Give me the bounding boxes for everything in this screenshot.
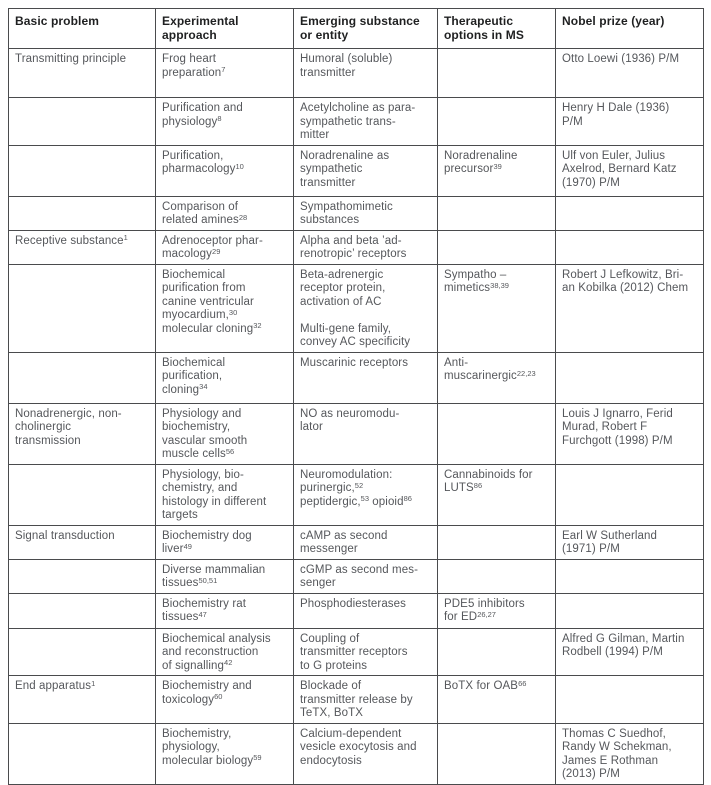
table-cell: [9, 723, 156, 784]
table-cell: Otto Loewi (1936) P/M: [556, 49, 704, 98]
table-row: [9, 464, 704, 525]
table-cell: [438, 723, 556, 784]
table-cell: Henry H Dale (1936) P/M: [556, 98, 704, 146]
table-cell: Anti- muscarinergic$^{22,23}$: [438, 352, 556, 403]
table-cell: PDE5 inhibitors for ED$^{26,27}$: [438, 593, 556, 628]
table-cell: Biochemical purification from canine ventricular myocardium,$^{30}$ molecular cloning$^{32}$: [156, 264, 294, 352]
table-cell: Acetylcholine as para- sympathetic trans- mitter: [294, 98, 438, 146]
reference-superscript: 28: [238, 212, 248, 222]
table-row: [9, 98, 704, 146]
reference-superscript: 30: [228, 307, 238, 317]
reference-superscript: 29: [212, 246, 221, 256]
reference-superscript: 38,39: [490, 280, 509, 290]
table-cell: Signal transduction: [9, 525, 156, 559]
reference-superscript: 86: [403, 494, 412, 504]
column-header-basic-problem: Basic problem: [9, 9, 156, 49]
table-cell: Adrenoceptor phar- macology$^{29}$: [156, 230, 294, 264]
table-cell: Muscarinic receptors: [294, 352, 438, 403]
table-cell: cGMP as second mes- senger: [294, 559, 438, 593]
table-cell: Beta-adrenergic receptor protein, activation of AC Multi-gene family, convey AC specificity: [294, 264, 438, 352]
reference-superscript: 26,27: [477, 609, 496, 619]
reference-superscript: 50,51: [198, 575, 218, 585]
table-cell: [556, 676, 704, 724]
table-body: [9, 49, 704, 785]
table-cell: [9, 145, 156, 196]
table-cell: [438, 559, 556, 593]
reference-superscript: 49: [183, 541, 192, 551]
table-cell: Cannabinoids for LUTS$^{86}$: [438, 464, 556, 525]
table-cell: [556, 196, 704, 230]
table-cell: [9, 464, 156, 525]
table-cell: [556, 352, 704, 403]
reference-superscript: 47: [198, 609, 207, 619]
table-cell: [438, 525, 556, 559]
column-header-emerging-substance-or-entity: Emerging substance or entity: [294, 9, 438, 49]
reference-superscript: 53: [360, 494, 369, 504]
column-header-therapeutic-options-in-ms: Therapeutic options in MS: [438, 9, 556, 49]
table-row: [9, 525, 704, 559]
table-row: [9, 559, 704, 593]
table-cell: Earl W Sutherland (1971) P/M: [556, 525, 704, 559]
table-cell: [438, 49, 556, 98]
table-cell: cAMP as second messenger: [294, 525, 438, 559]
reference-superscript: 10: [235, 161, 244, 171]
table-cell: Frog heart preparation$^7$: [156, 49, 294, 98]
table-row: [9, 593, 704, 628]
table-cell: [9, 264, 156, 352]
table-cell: [9, 593, 156, 628]
table-cell: Biochemistry and toxicology$^{60}$: [156, 676, 294, 724]
table-cell: [556, 593, 704, 628]
table-cell: [438, 230, 556, 264]
table-cell: Alpha and beta ’ad- renotropic’ receptors: [294, 230, 438, 264]
reference-superscript: 32: [253, 321, 262, 331]
table-cell: Receptive substance$^1$: [9, 230, 156, 264]
reference-superscript: 34: [199, 382, 208, 392]
table-cell: Biochemistry rat tissues$^{47}$: [156, 593, 294, 628]
table-row: [9, 196, 704, 230]
table-cell: Biochemical analysis and reconstruction of signalling$^{42}$: [156, 628, 294, 676]
table-cell: Comparison of related amines$^{28}$: [156, 196, 294, 230]
table-cell: Biochemical purification, cloning$^{34}$: [156, 352, 294, 403]
table-row: [9, 49, 704, 98]
table-cell: [438, 628, 556, 676]
table-cell: [9, 196, 156, 230]
table-cell: Purification, pharmacology$^{10}$: [156, 145, 294, 196]
table-row: [9, 230, 704, 264]
table-cell: Neuromodulation: purinergic,$^{52}$ peptidergic,$^{53}$ opioid$^{86}$: [294, 464, 438, 525]
table-cell: Coupling of transmitter receptors to G proteins: [294, 628, 438, 676]
table-cell: Noradrenaline as sympathetic transmitter: [294, 145, 438, 196]
table-cell: Alfred G Gilman, Martin Rodbell (1994) P/M: [556, 628, 704, 676]
table-cell: Physiology, bio- chemistry, and histology in different targets: [156, 464, 294, 525]
reference-superscript: 66: [518, 678, 527, 688]
table-cell: [556, 464, 704, 525]
table-cell: Louis J Ignarro, Ferid Murad, Robert F Furchgott (1998) P/M: [556, 403, 704, 464]
table-row: [9, 145, 704, 196]
table-cell: [556, 230, 704, 264]
table-cell: Sympatho – mimetics$^{38,39}$: [438, 264, 556, 352]
table-row: [9, 403, 704, 464]
neurotransmission-history-table: [8, 8, 704, 785]
table-row: [9, 352, 704, 403]
table-cell: [438, 403, 556, 464]
reference-superscript: 86: [473, 480, 483, 490]
table-cell: End apparatus$^1$: [9, 676, 156, 724]
table-cell: [9, 559, 156, 593]
table-cell: BoTX for OAB$^{66}$: [438, 676, 556, 724]
table-cell: [9, 628, 156, 676]
table-cell: Noradrenaline precursor$^{39}$: [438, 145, 556, 196]
table-cell: Humoral (soluble) transmitter: [294, 49, 438, 98]
table-cell: [9, 98, 156, 146]
reference-superscript: 8: [217, 114, 222, 124]
table-cell: Purification and physiology$^8$: [156, 98, 294, 146]
reference-superscript: 59: [253, 753, 262, 763]
reference-superscript: 60: [214, 692, 223, 702]
table-row: [9, 676, 704, 724]
table-cell: Thomas C Suedhof, Randy W Schekman, James E Rothman (2013) P/M: [556, 723, 704, 784]
table-cell: Calcium-dependent vesicle exocytosis and endocytosis: [294, 723, 438, 784]
table-row: [9, 723, 704, 784]
table-cell: [556, 559, 704, 593]
table-cell: Robert J Lefkowitz, Bri- an Kobilka (2012) Chem: [556, 264, 704, 352]
table-row: [9, 628, 704, 676]
table-cell: Biochemistry dog liver$^{49}$: [156, 525, 294, 559]
table-cell: Biochemistry, physiology, molecular biology$^{59}$: [156, 723, 294, 784]
reference-superscript: 52: [354, 480, 364, 490]
header-row: [9, 9, 704, 49]
column-header-nobel-prize-year: Nobel prize (year): [556, 9, 704, 49]
table-cell: Ulf von Euler, Julius Axelrod, Bernard Katz (1970) P/M: [556, 145, 704, 196]
table-cell: Transmitting principle: [9, 49, 156, 98]
table-cell: NO as neuromodu- lator: [294, 403, 438, 464]
reference-superscript: 1: [91, 678, 96, 688]
table-cell: Physiology and biochemistry, vascular smooth muscle cells$^{56}$: [156, 403, 294, 464]
reference-superscript: 42: [224, 658, 233, 668]
reference-superscript: 1: [123, 233, 128, 243]
table-cell: [9, 352, 156, 403]
reference-superscript: 39: [493, 161, 502, 171]
table-cell: [438, 98, 556, 146]
table-cell: [438, 196, 556, 230]
table-cell: Sympathomimetic substances: [294, 196, 438, 230]
table-cell: Diverse mammalian tissues$^{50,51}$: [156, 559, 294, 593]
column-header-experimental-approach: Experimental approach: [156, 9, 294, 49]
reference-superscript: 56: [225, 446, 235, 456]
table-row: [9, 264, 704, 352]
table-cell: Phosphodiesterases: [294, 593, 438, 628]
table-cell: Nonadrenergic, non- cholinergic transmission: [9, 403, 156, 464]
table-cell: Blockade of transmitter release by TeTX, BoTX: [294, 676, 438, 724]
reference-superscript: 7: [221, 65, 226, 75]
reference-superscript: 22,23: [516, 368, 536, 378]
